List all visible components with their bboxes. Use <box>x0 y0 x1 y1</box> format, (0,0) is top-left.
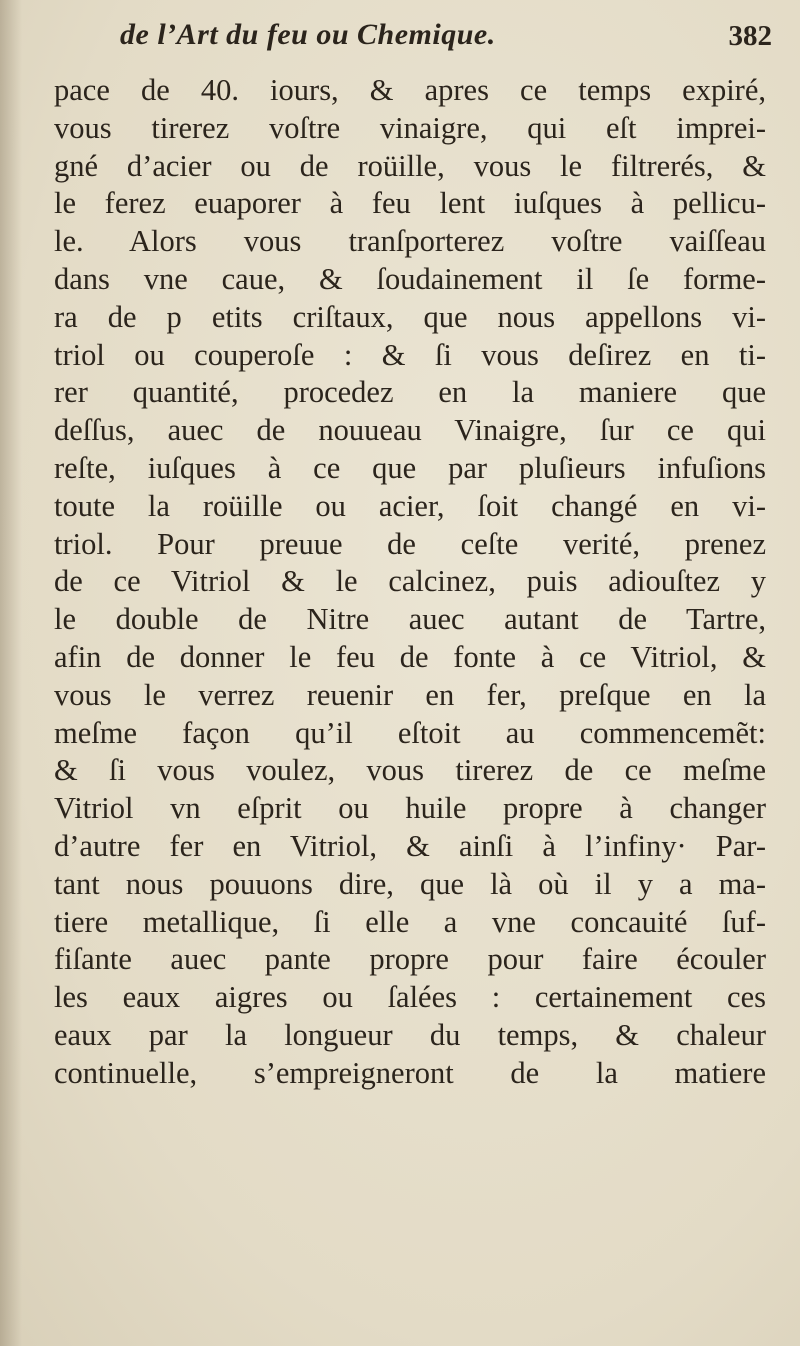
text-line: de ce Vitriol & le calcinez, puis adiouſtez y <box>54 564 766 599</box>
body-text <box>54 72 766 1093</box>
text-line: toute la roüille ou acier, ſoit changé en vi- <box>54 488 766 523</box>
text-line: meſme façon qu’il eſtoit au commencemẽt: <box>54 715 766 750</box>
text-line: continuelle, s’empreigneront de la matiere <box>54 1055 766 1090</box>
text-line: pace de 40. iours, & apres ce temps expiré, <box>54 73 766 107</box>
text-line: gné d’acier ou de roüille, vous le filtrerés, & <box>54 148 766 183</box>
text-line: les eaux aigres ou ſalées : certainement ces <box>54 980 766 1015</box>
text-line: rer quantité, procedez en la maniere que <box>54 375 766 410</box>
text-line: reſte, iuſques à ce que par pluſieurs infuſions <box>54 450 766 485</box>
text-line: Vitriol vn eſprit ou huile propre à changer <box>54 791 766 826</box>
running-title: de l’Art du feu ou Chemique. <box>120 18 496 51</box>
text-line: d’autre fer en Vitriol, & ainſi à l’infiny· Par- <box>54 828 766 863</box>
text-line: fiſante auec pante propre pour faire écouler <box>54 942 766 977</box>
text-line: deſſus, auec de nouueau Vinaigre, ſur ce qui <box>54 413 766 448</box>
text-line: tant nous pouuons dire, que là où il y a ma- <box>54 866 766 901</box>
page-header <box>120 14 780 64</box>
text-line: afin de donner le feu de fonte à ce Vitriol, & <box>54 639 766 674</box>
page-number: 382 <box>728 20 772 52</box>
text-line: le double de Nitre auec autant de Tartre, <box>54 602 766 637</box>
text-line: vous le verrez reuenir en fer, preſque en la <box>54 677 766 712</box>
text-line: vous tirerez voſtre vinaigre, qui eſt imprei- <box>54 110 766 145</box>
text-line: dans vne caue, & ſoudainement il ſe forme- <box>54 261 766 296</box>
gutter-shadow <box>0 0 22 1346</box>
text-line: triol. Pour preuue de ceſte verité, prenez <box>54 526 766 561</box>
text-line: le. Alors vous tranſporterez voſtre vaiſſeau <box>54 224 766 259</box>
text-line: ra de p etits criſtaux, que nous appellons vi- <box>54 299 766 334</box>
text-line: eaux par la longueur du temps, & chaleur <box>54 1017 766 1052</box>
text-line: & ſi vous voulez, vous tirerez de ce meſme <box>54 753 766 788</box>
text-line: triol ou couperoſe : & ſi vous deſirez en ti- <box>54 337 766 372</box>
text-line: tiere metallique, ſi elle a vne concauité ſuf- <box>54 904 766 939</box>
text-line: le ferez euaporer à feu lent iuſques à pellicu- <box>54 186 766 221</box>
